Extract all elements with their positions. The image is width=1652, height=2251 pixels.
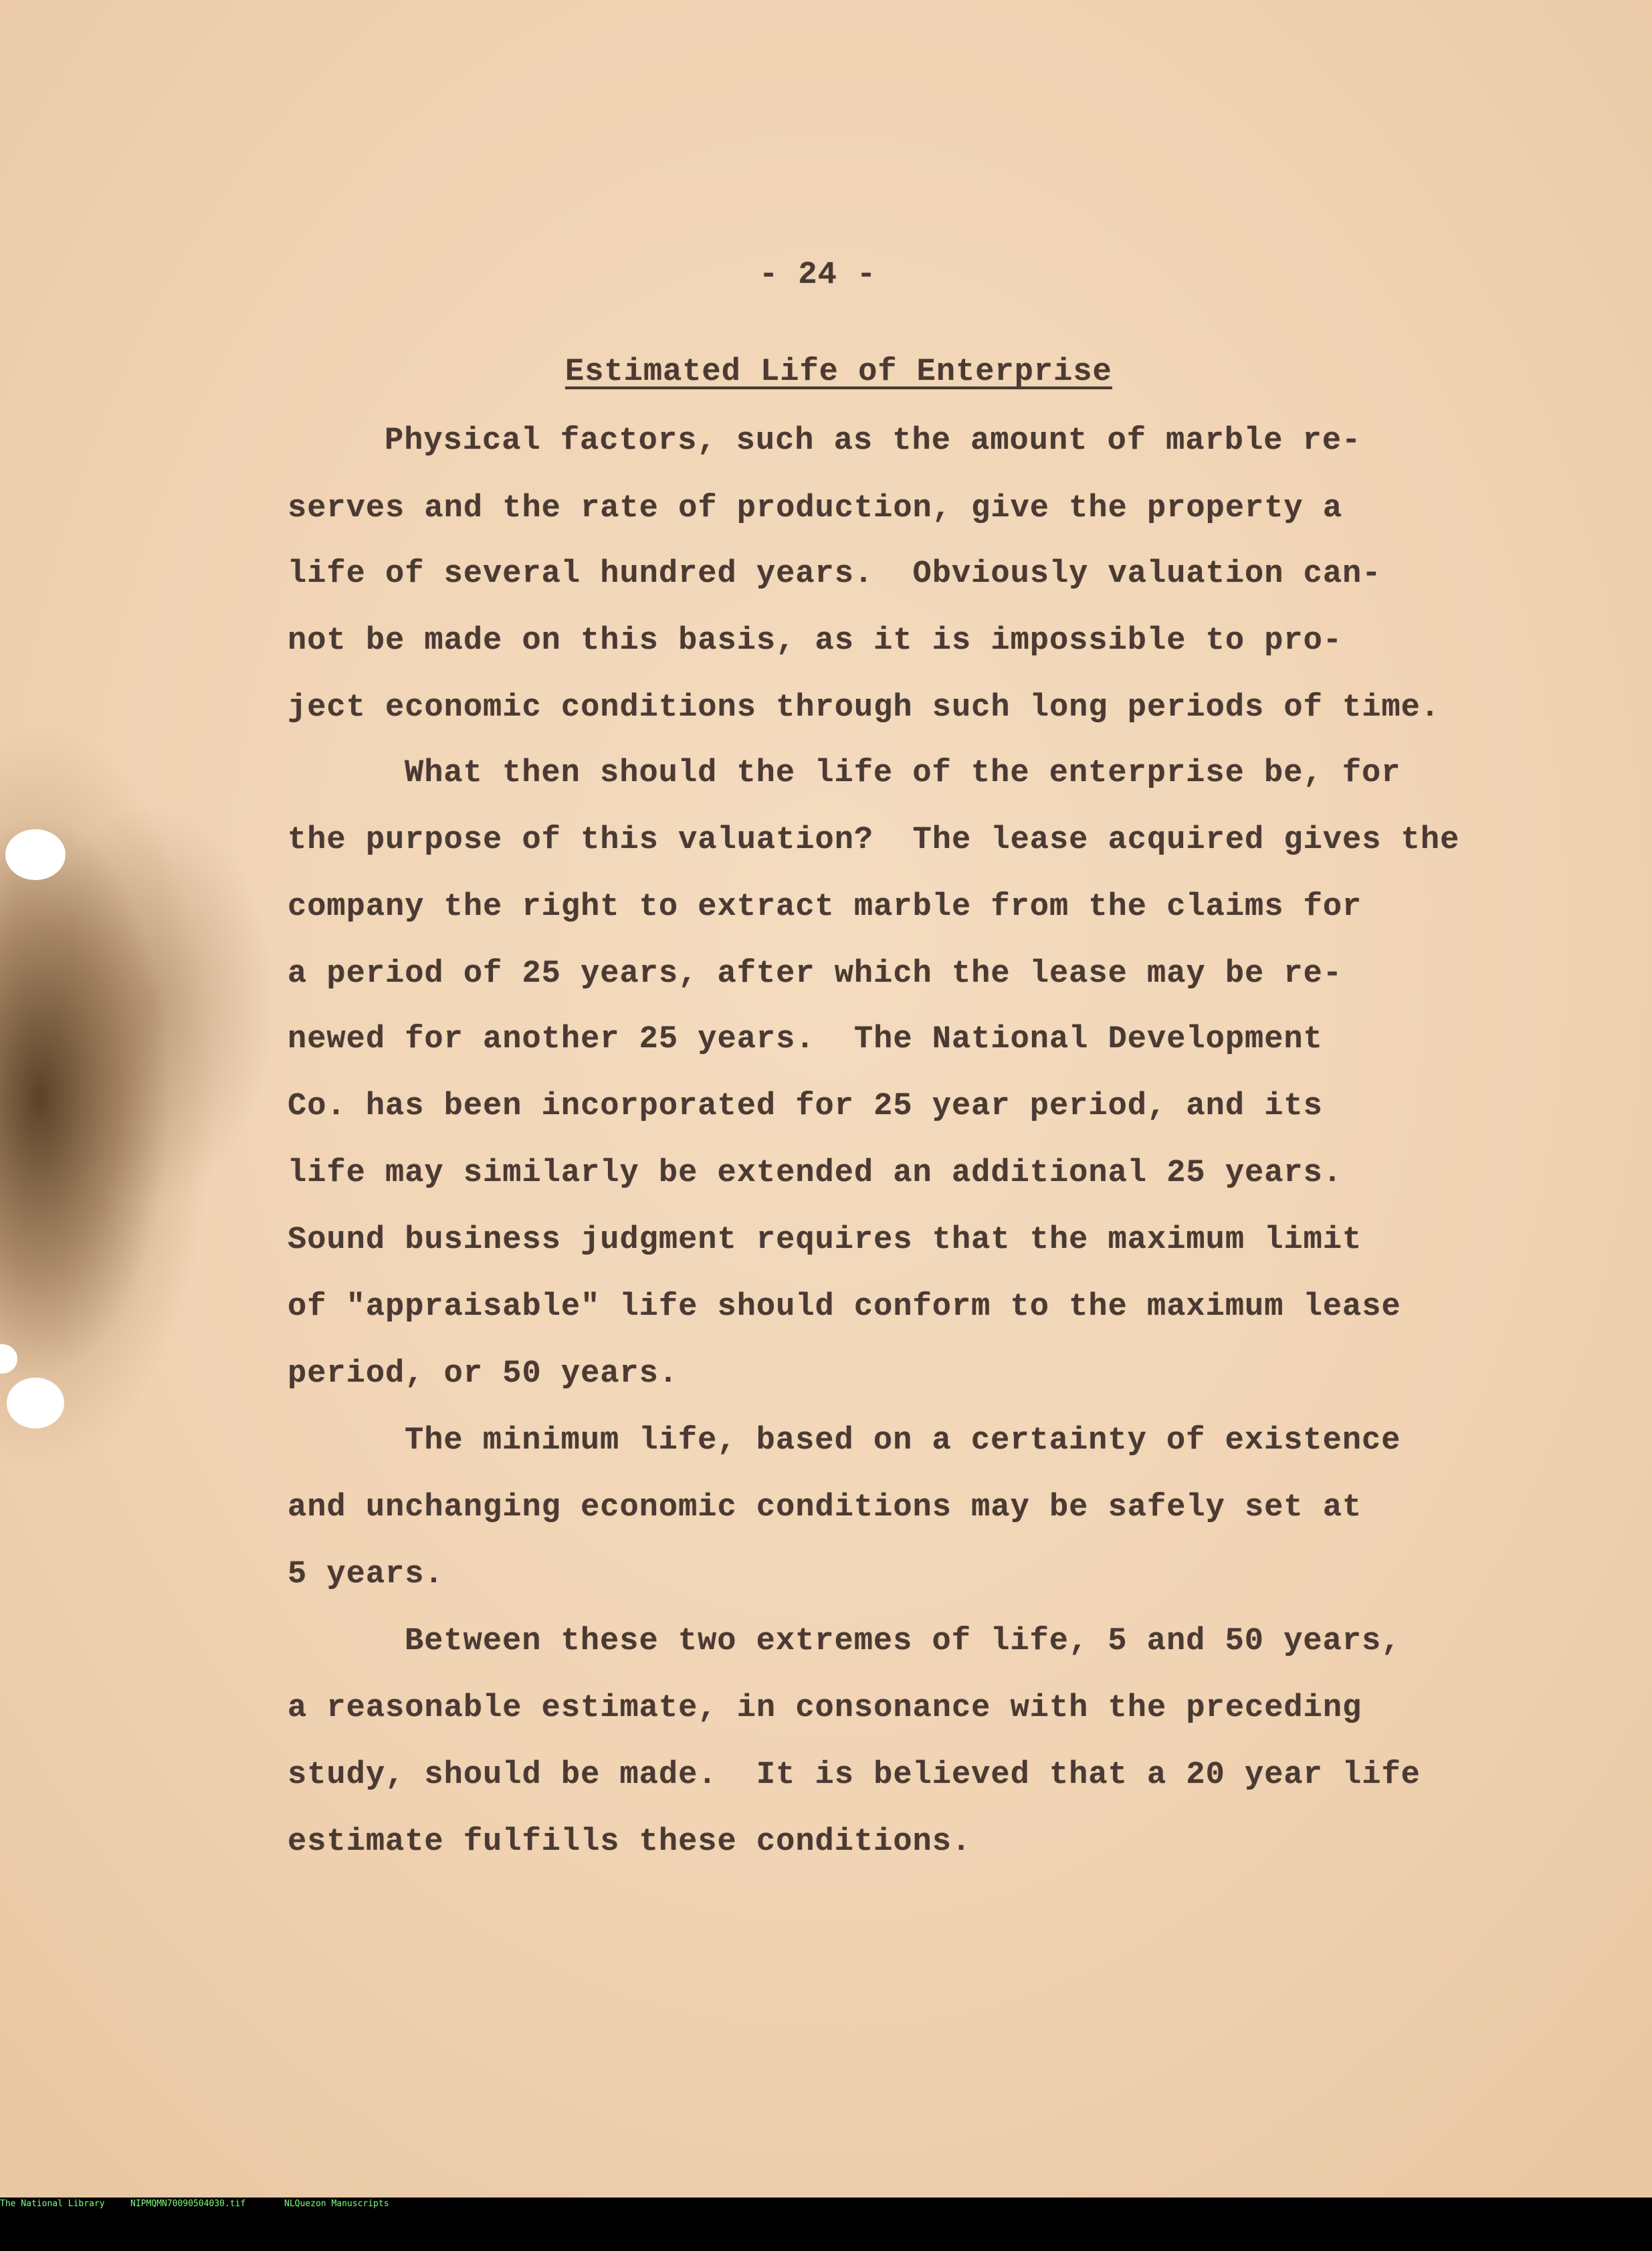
text-line: of "appraisable" life should conform to the maximum lease	[288, 1289, 1401, 1325]
text-line: What then should the life of the enterprise be, for	[405, 756, 1401, 791]
text-line: Sound business judgment requires that the maximum limit	[288, 1222, 1362, 1258]
text-line: Co. has been incorporated for 25 year period, and its	[288, 1089, 1323, 1124]
text-line: life of several hundred years. Obviously valuation can-	[288, 556, 1382, 592]
text-line: 5 years.	[288, 1557, 444, 1592]
text-line: not be made on this basis, as it is impossible to pro-	[288, 623, 1343, 659]
text-line: study, should be made. It is believed that a 20 year life	[288, 1757, 1421, 1793]
text-line: Physical factors, such as the amount of marble re-	[385, 423, 1362, 459]
punch-hole-bottom	[7, 1378, 64, 1428]
footer-collection: NLQuezon Manuscripts	[284, 2199, 389, 2209]
text-line: serves and the rate of production, give the property a	[288, 491, 1343, 526]
text-line: period, or 50 years.	[288, 1356, 679, 1392]
text-line: a period of 25 years, after which the lease may be re-	[288, 956, 1343, 992]
punch-hole-top	[5, 829, 66, 880]
text-line: The minimum life, based on a certainty of existence	[405, 1423, 1401, 1459]
text-line: and unchanging economic conditions may be safely set at	[288, 1490, 1362, 1525]
text-line: company the right to extract marble from the claims for	[288, 889, 1362, 925]
scan-footer	[0, 2198, 1652, 2211]
text-line: the purpose of this valuation? The lease acquired gives the	[288, 823, 1460, 858]
text-line: a reasonable estimate, in consonance with the preceding	[288, 1691, 1362, 1726]
text-line: estimate fulfills these conditions.	[288, 1824, 972, 1860]
footer-file: NIPMQMN70090504030.tif	[130, 2199, 246, 2209]
text-line: ject economic conditions through such long periods of time.	[288, 690, 1441, 726]
page-number: - 24 -	[759, 257, 877, 293]
footer-library: The National Library	[0, 2199, 105, 2209]
text-line: Between these two extremes of life, 5 and 50 years,	[405, 1624, 1401, 1659]
text-line: newed for another 25 years. The National Development	[288, 1022, 1323, 1057]
punch-hole-edge	[0, 1344, 17, 1374]
section-heading: Estimated Life of Enterprise	[565, 354, 1112, 390]
text-line: life may similarly be extended an additional 25 years.	[288, 1156, 1343, 1191]
